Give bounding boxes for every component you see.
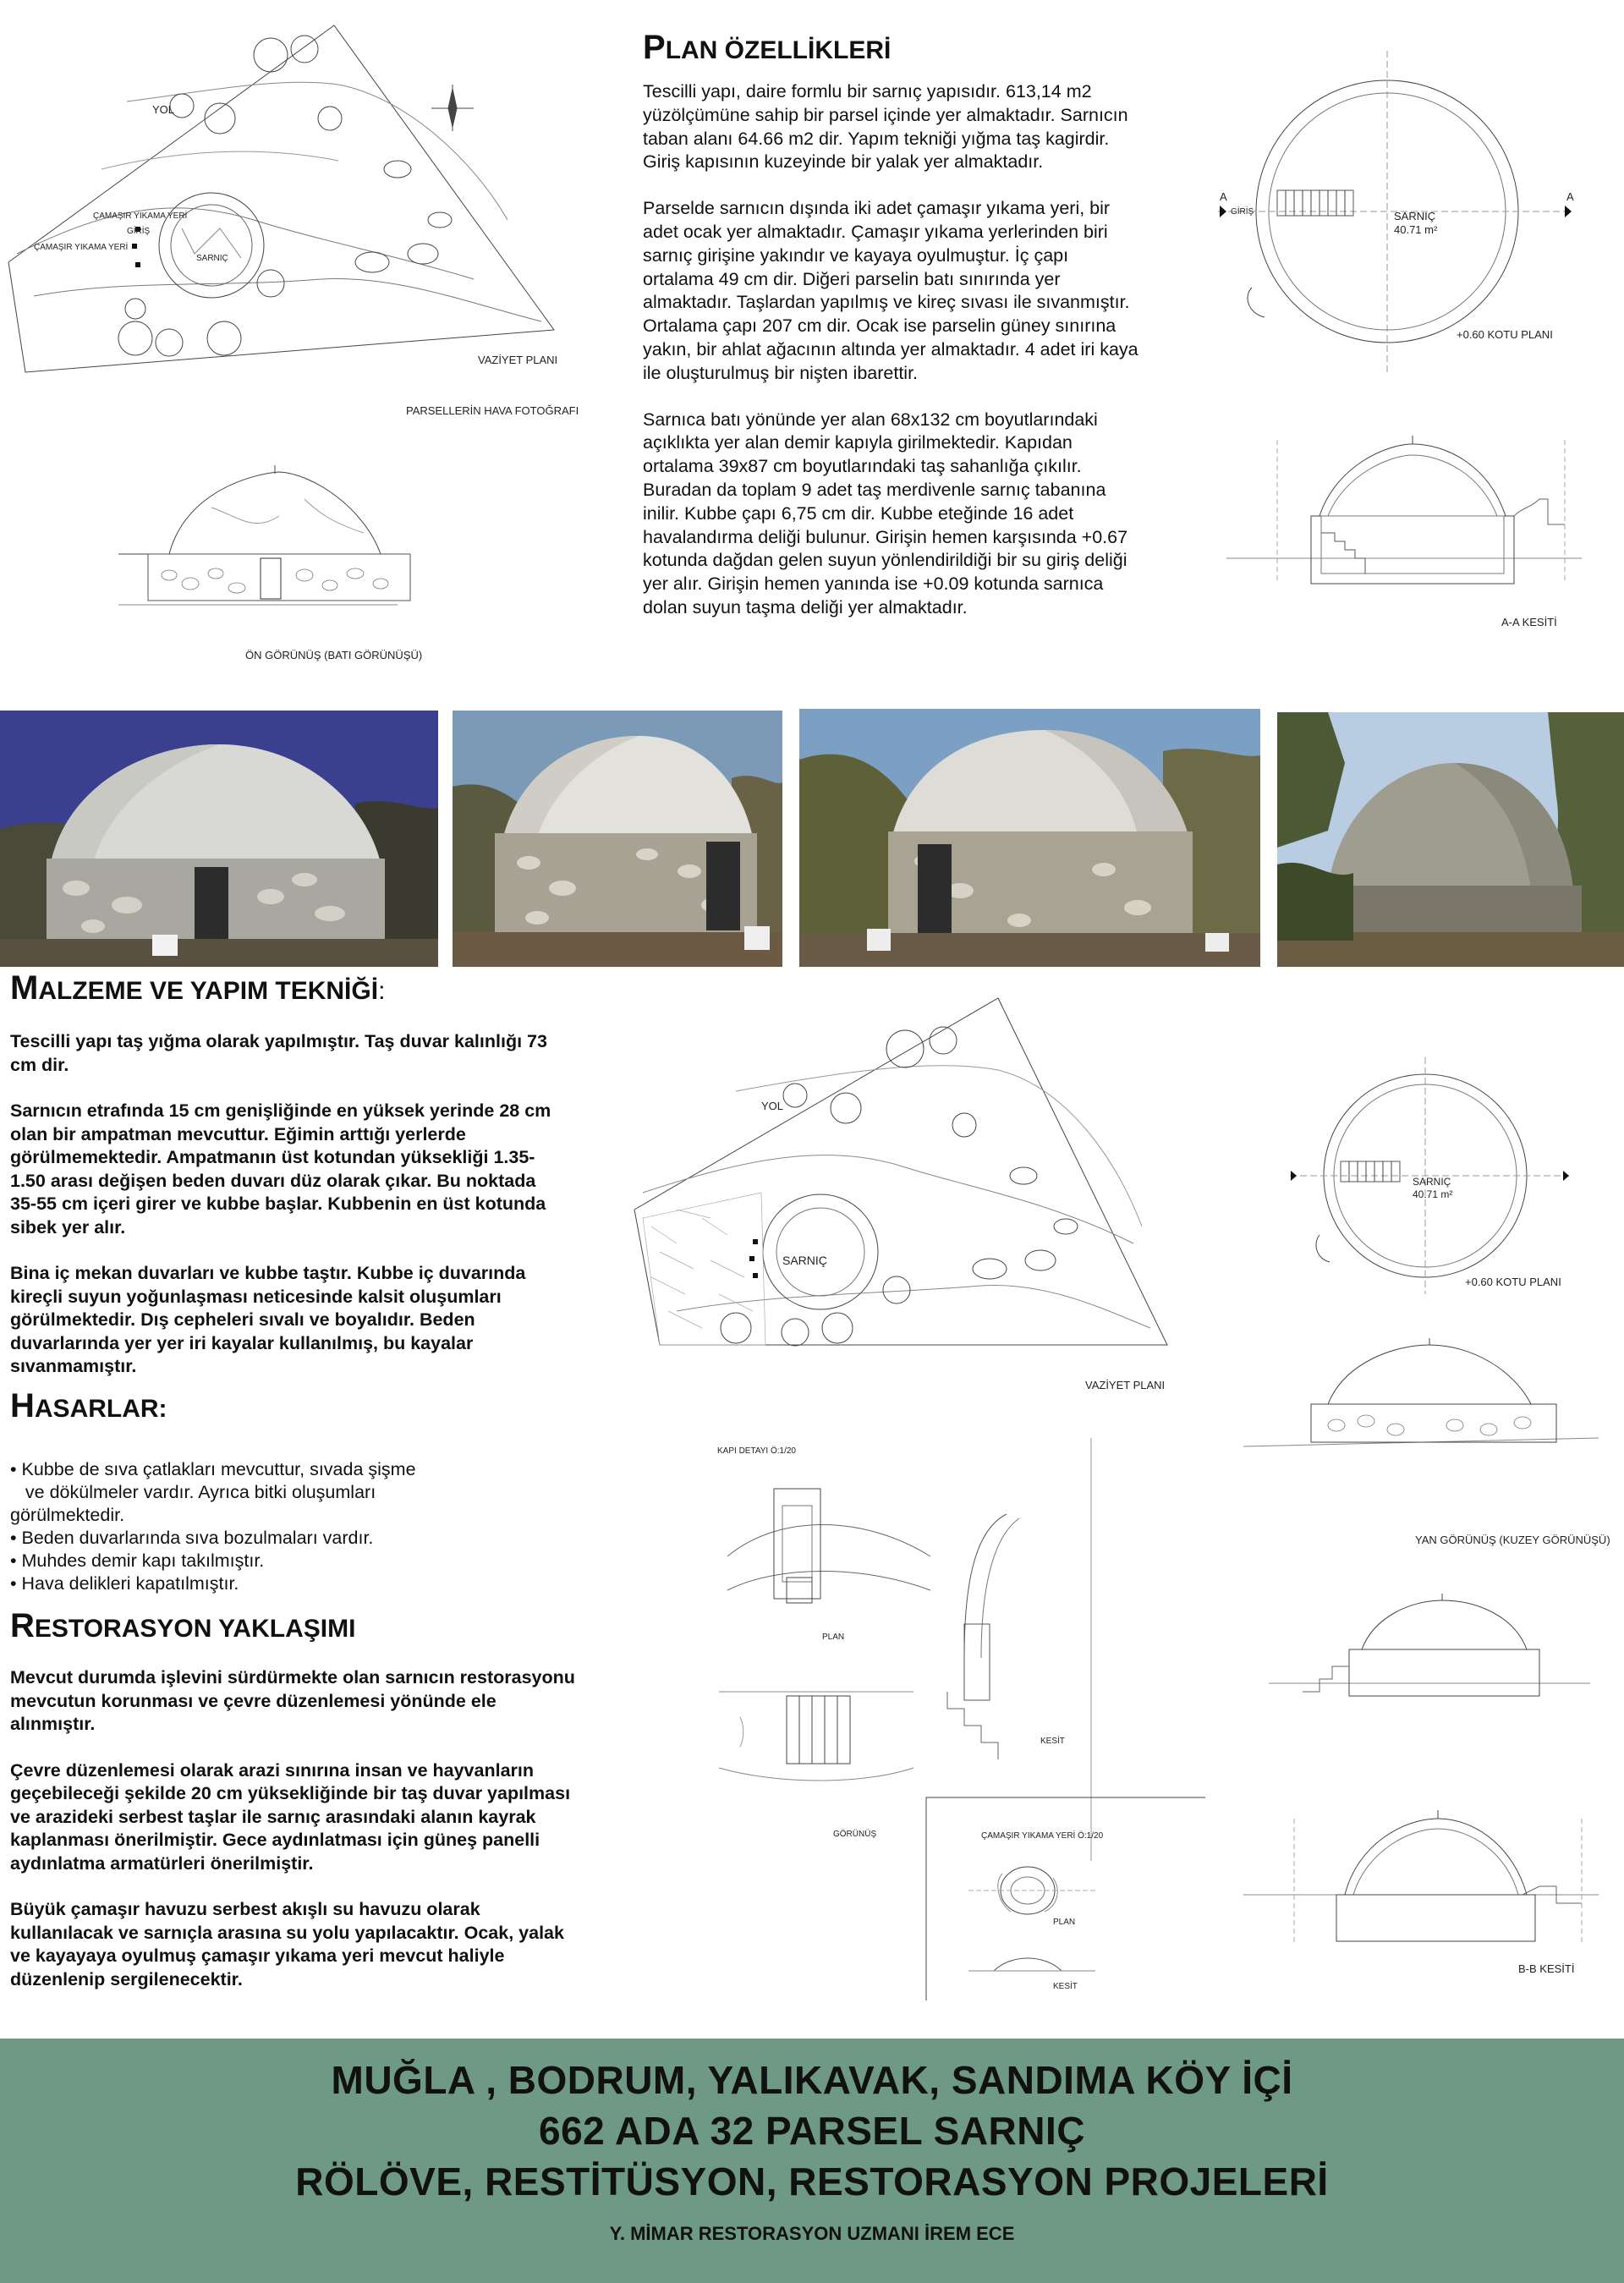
laundry-section-label: KESİT — [1053, 1982, 1078, 1991]
section-drawing-middle — [1269, 1590, 1590, 1717]
door-elevation-label: GÖRÜNÜŞ — [833, 1830, 877, 1839]
section-marker-a-left: A — [1220, 190, 1227, 203]
restoration-paragraph-3: Büyük çamaşır havuzu serbest akışlı su havuzu olarak kullanılacak ve sarnıçla arasına su yolu yapılacaktır. Ocak, yalak ve kayayaya oyulmuş çamaşır yıkama yeri mevcut haliyle düzenlenip sergilenecektir. — [10, 1899, 564, 1989]
bb-section-caption: B-B KESİTİ — [1518, 1962, 1575, 1975]
restoration-paragraph-1: Mevcut durumda işlevini sürdürmekte olan sarnıcın restorasyonu mevcutun korunması ve çevre düzenlemesi yönünde ele alınmıştır. — [10, 1667, 575, 1734]
damage-item: • Hava delikleri kapatılmıştır. — [10, 1573, 239, 1594]
footer-banner — [0, 2039, 1624, 2283]
cistern-photo-3 — [799, 709, 1260, 967]
front-elevation-svg — [110, 457, 406, 626]
front-elevation-drawing — [110, 457, 406, 626]
restored-site-plan-drawing — [626, 990, 1167, 1396]
damage-item: ve dökülmeler vardır. Ayrıca bitki oluşumları — [10, 1482, 376, 1502]
restored-plan-cistern-label: SARNIÇ — [1413, 1176, 1451, 1188]
materials-text — [10, 1030, 560, 1402]
materials-paragraph-2: Sarnıcın etrafında 15 cm genişliğinde en yüksek yerinde 28 cm olan bir ampatman mevcuttur. Eğimin arttığı yerlerde görülmemektedir. Ampatmanın üst kotundan yüksekliği 1.35-1.50 arası değişen beden duvarı düz olarak çıkar. Bu noktada 35-55 cm içeri girer ve kubbe başlar. Kubbenin en üst kotunda sibek yer alır. — [10, 1100, 551, 1238]
laundry-detail-drawing — [926, 1797, 1205, 2000]
footer-author: Y. MİMAR RESTORASYON UZMANI İREM ECE — [609, 2223, 1015, 2244]
aa-section-svg — [1226, 423, 1582, 592]
aerial-site-plan-svg — [0, 0, 592, 406]
door-section-label: KESİT — [1040, 1737, 1065, 1746]
section-middle-svg — [1269, 1590, 1590, 1717]
plan-entrance-label: GİRİŞ — [1231, 207, 1254, 217]
aa-section-drawing — [1226, 423, 1582, 592]
restored-cistern-label: SARNIÇ — [782, 1254, 827, 1267]
damage-item: • Muhdes demir kapı takılmıştır. — [10, 1550, 265, 1571]
cistern-photo-3-svg — [799, 709, 1260, 967]
cistern-photo-2 — [453, 711, 782, 967]
aerial-site-plan-drawing — [0, 0, 592, 417]
damage-item: görülmektedir. — [10, 1505, 125, 1525]
cistern-label: SARNIÇ — [196, 254, 228, 263]
cistern-plan-label: SARNIÇ — [1394, 210, 1436, 222]
restored-plan-area-label: 40.71 m² — [1413, 1188, 1453, 1200]
laundry-detail-svg — [926, 1797, 1205, 2000]
restored-road-label: YOL — [761, 1100, 784, 1112]
damage-item: • Beden duvarlarında sıva bozulmaları vardır. — [10, 1528, 374, 1548]
cistern-photo-1 — [0, 711, 438, 967]
restoration-title: RESTORASYON YAKLAŞIMI — [10, 1607, 356, 1644]
side-elevation-caption: YAN GÖRÜNÜŞ (KUZEY GÖRÜNÜŞÜ) — [1415, 1534, 1610, 1546]
site-plan-title: VAZİYET PLANI — [478, 354, 558, 366]
laundry-label: ÇAMAŞIR YIKAMA YERİ — [93, 211, 188, 221]
damages-title: HASARLAR: — [10, 1387, 167, 1424]
footer-project-line: RÖLÖVE, RESTİTÜSYON, RESTORASYON PROJELERİ — [295, 2160, 1329, 2203]
aerial-photo-caption: PARSELLERİN HAVA FOTOĞRAFI — [406, 404, 579, 417]
plan-features-text — [643, 80, 1142, 643]
materials-paragraph-1: Tescilli yapı taş yığma olarak yapılmıştır. Taş duvar kalınlığı 73 cm dir. — [10, 1031, 547, 1075]
door-plan-label: PLAN — [822, 1633, 845, 1642]
entrance-label: GİRİŞ — [127, 227, 151, 236]
laundry-plan-label: PLAN — [1053, 1918, 1076, 1927]
restoration-text — [10, 1666, 577, 2014]
materials-title: MALZEME VE YAPIM TEKNİĞİ: — [10, 969, 386, 1007]
footer-parcel-line: 662 ADA 32 PARSEL SARNIÇ — [539, 2109, 1085, 2153]
cistern-photo-4 — [1277, 712, 1624, 967]
section-marker-a-right: A — [1566, 190, 1574, 203]
plan-features-title: PLAN ÖZELLİKLERİ — [643, 29, 892, 66]
level-plan-caption-top: +0.60 KOTU PLANI — [1457, 328, 1553, 341]
level-plan-drawing-bottom — [1277, 1049, 1599, 1303]
restored-site-plan-svg — [626, 990, 1167, 1396]
cistern-photo-4-svg — [1277, 712, 1624, 967]
plan-paragraph-3: Sarnıca batı yönünde yer alan 68x132 cm boyutlarındaki açıklıkta yer alan demir kapıyla girilmektedir. Kapıdan ortalama 39x87 cm boyutlarındaki taş sahanlığa çıkılır. Buradan da toplam 9 adet taş merdivenle sarnıç tabanına inilir. Kubbe çapı 6,75 cm dir. Kubbe eteğinde 16 adet havalandırma deliği bulunur. Girişin hemen karşısında +0.67 kotunda dağdan gelen suyun yönlendirildiği bir su giriş deliği yer alır. Girişin hemen yanında ise +0.09 kotunda sarnıca dolan suyun taşma deliği yer almaktadır. — [643, 409, 1128, 617]
side-elevation-svg — [1243, 1336, 1599, 1472]
materials-paragraph-3: Bina iç mekan duvarları ve kubbe taştır. Kubbe iç duvarında kireçli suyun yoğunlaşması neticesinde kalsit oluşumları görülmektedir. Dış cepheleri sıvalı ve boyalıdır. Beden duvarlarında yer yer iri kayalar kullanılmış, bu kayalar sıvanmamıştır. — [10, 1263, 526, 1376]
level-plan-drawing-top — [1201, 42, 1607, 372]
laundry-label-2: ÇAMAŞIR YIKAMA YERİ — [34, 243, 129, 252]
cistern-photo-2-svg — [453, 711, 782, 967]
road-label: YOL — [152, 103, 175, 116]
bb-section-svg — [1243, 1802, 1599, 1954]
side-elevation-drawing — [1243, 1336, 1599, 1472]
level-plan-caption-bottom: +0.60 KOTU PLANI — [1465, 1276, 1561, 1288]
footer-location-line: MUĞLA , BODRUM, YALIKAVAK, SANDIMA KÖY İÇİ — [331, 2058, 1293, 2102]
damages-list — [10, 1458, 518, 1595]
door-detail-title: KAPI DETAYI Ö:1/20 — [717, 1446, 796, 1456]
level-plan-svg-top — [1201, 42, 1607, 372]
restoration-paragraph-2: Çevre düzenlemesi olarak arazi sınırına insan ve hayvanların geçebileceği şekilde 20 cm yüksekliğinde bir taş duvar yapılması ve arazideki serbest taşlar ile sarnıç arasındaki alanın kayrak kaplanması önerilmiştir. Gece aydınlatması için güneş panelli aydınlatma armatürleri önerilmiştir. — [10, 1759, 571, 1874]
restored-site-plan-title: VAZİYET PLANI — [1085, 1379, 1166, 1391]
plan-paragraph-2: Parselde sarnıcın dışında iki adet çamaşır yıkama yeri, bir adet ocak yer almaktadır. Çamaşır yıkama yerlerinden biri sarnıç girişine yakındır ve kayaya oyulmuştur. İç çapı ortalama 49 cm dir. Diğeri parselin batı sınırında yer almaktadır. Taşlardan yapılmış ve kireç sıvası ile sıvanmıştır. Ortalama çapı 207 cm dir. Ocak ise parselin güney sınırına yakın, bir ahlat ağacının altında yer almaktadır. 4 adet iri kaya ile oluşturulmuş bir nişten ibarettir. — [643, 198, 1138, 383]
damage-item: • Kubbe de sıva çatlakları mevcuttur, sıvada şişme — [10, 1459, 416, 1479]
bb-section-drawing — [1243, 1802, 1599, 1954]
plan-paragraph-1: Tescilli yapı, daire formlu bir sarnıç yapısıdır. 613,14 m2 yüzölçümüne sahip bir parsel içinde yer almaktadır. Sarnıcın taban alanı 64.66 m2 dir. Yapım tekniği yığma taş kagirdir. Giriş kapısının kuzeyinde bir yalak yer almaktadır. — [643, 81, 1128, 173]
aa-section-caption: A-A KESİTİ — [1501, 616, 1557, 628]
cistern-area-label: 40.71 m² — [1394, 223, 1438, 236]
cistern-photo-1-svg — [0, 711, 438, 967]
laundry-detail-title: ÇAMAŞIR YIKAMA YERİ Ö:1/20 — [981, 1831, 1104, 1841]
front-elevation-caption: ÖN GÖRÜNÜŞ (BATI GÖRÜNÜŞÜ) — [245, 649, 423, 661]
